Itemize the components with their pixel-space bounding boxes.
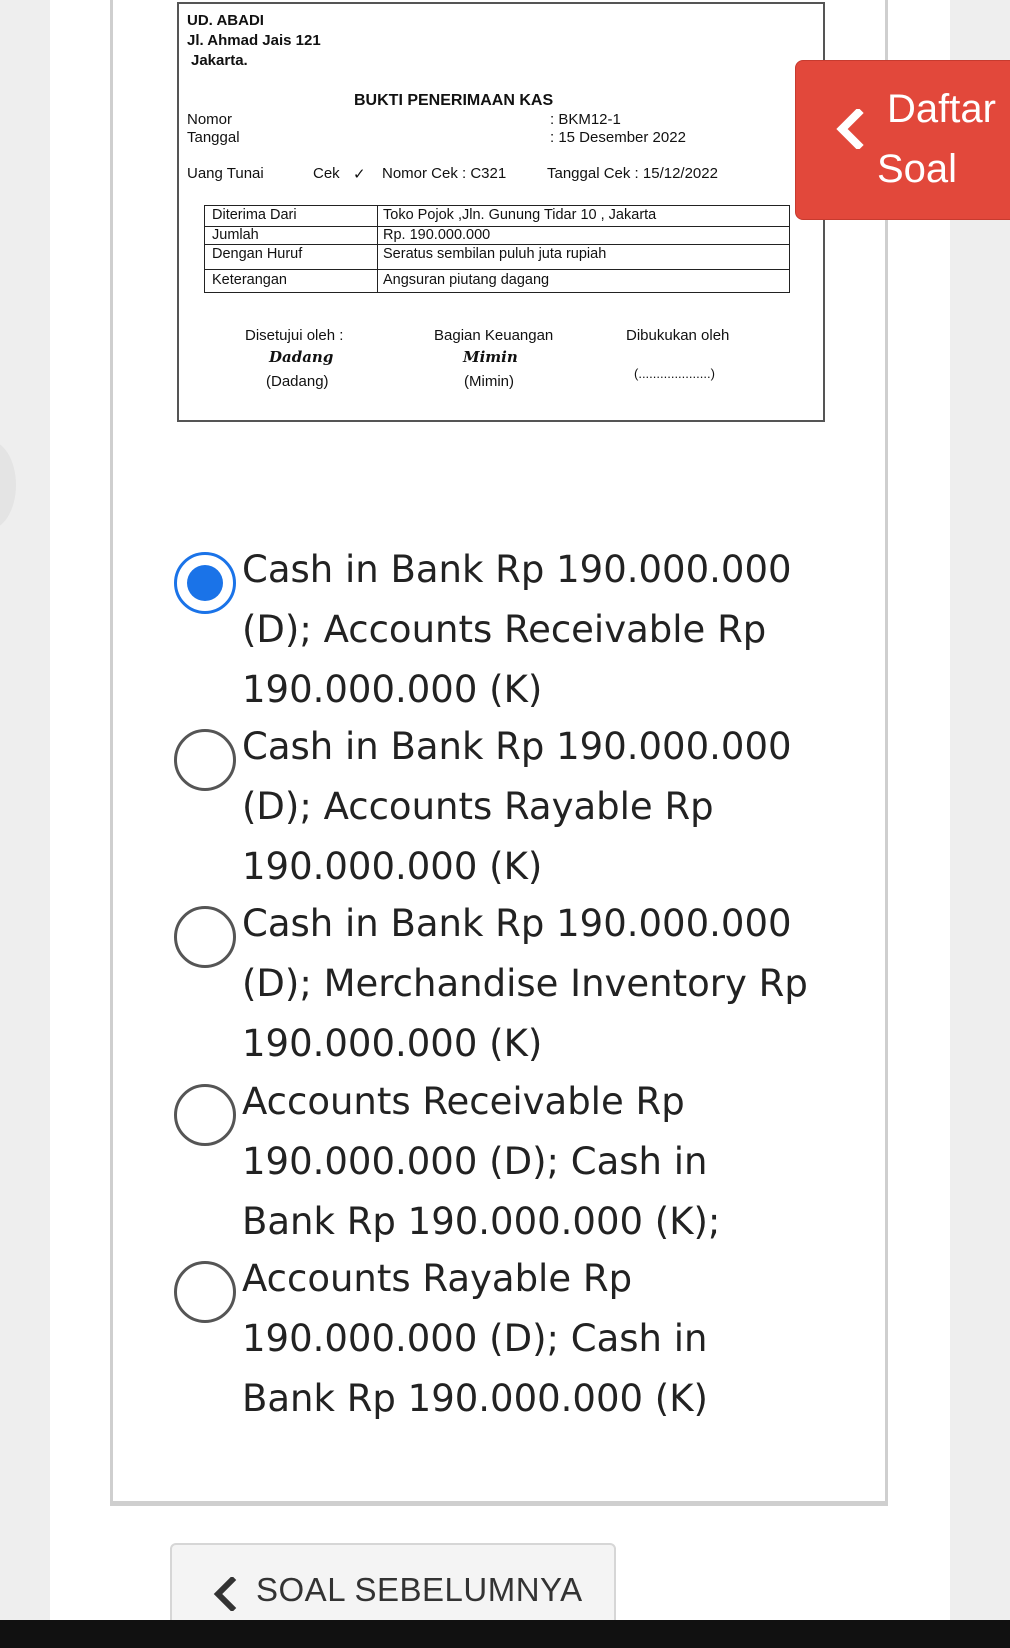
daftar-soal-label: Soal — [877, 147, 958, 191]
signature-mark: Mimin — [463, 348, 518, 366]
tanggal-value: : 15 Desember 2022 — [550, 129, 686, 146]
left-margin — [0, 0, 50, 1620]
chevron-left-icon — [834, 109, 866, 149]
signature-name: (Mimin) — [464, 373, 514, 390]
answer-option[interactable] — [170, 1257, 810, 1427]
left-edge-handle — [0, 440, 16, 530]
table-label: Diterima Dari — [212, 207, 297, 223]
answer-text: Cash in Bank Rp 190.000.000 (D); Accounts Receivable Rp 190.000.000 (K) — [242, 548, 792, 711]
company-address: Jl. Ahmad Jais 121 — [187, 32, 321, 49]
company-city: Jakarta. — [191, 52, 248, 69]
radio-button[interactable] — [174, 906, 236, 968]
table-label: Keterangan — [212, 272, 287, 288]
table-value: Rp. 190.000.000 — [383, 227, 491, 243]
table-value: Angsuran piutang dagang — [383, 272, 550, 288]
answer-text: Cash in Bank Rp 190.000.000 (D); Merchandise Inventory Rp 190.000.000 (K) — [242, 902, 808, 1065]
nomor-value: : BKM12-1 — [550, 111, 621, 128]
table-value: Toko Pojok ,Jln. Gunung Tidar 10 , Jakarta — [383, 207, 657, 223]
answer-text: Accounts Receivable Rp 190.000.000 (D); Cash in Bank Rp 190.000.000 (K); — [242, 1080, 721, 1243]
right-margin — [950, 0, 1010, 1620]
company-name: UD. ABADI — [187, 12, 264, 29]
nomor-cek: Nomor Cek : C321 — [382, 165, 507, 182]
radio-button-selected[interactable] — [174, 552, 236, 614]
daftar-soal-button[interactable] — [795, 60, 1010, 220]
signature-role: Bagian Keuangan — [434, 327, 554, 344]
answer-option[interactable] — [170, 1080, 810, 1250]
receipt-title: BUKTI PENERIMAAN KAS — [354, 92, 554, 109]
answer-option[interactable] — [170, 725, 810, 895]
previous-question-label: SOAL SEBELUMNYA — [256, 1571, 583, 1608]
cek-label: Cek — [313, 165, 340, 182]
tanggal-cek: Tanggal Cek : 15/12/2022 — [547, 165, 718, 182]
chevron-left-icon — [212, 1577, 238, 1611]
bottom-system-bar — [0, 1620, 1010, 1648]
answer-text: Accounts Rayable Rp 190.000.000 (D); Cash in Bank Rp 190.000.000 (K) — [242, 1257, 708, 1420]
receipt-document — [177, 2, 825, 422]
nomor-label: Nomor — [187, 111, 233, 128]
table-value: Seratus sembilan puluh juta rupiah — [383, 246, 607, 262]
radio-button[interactable] — [174, 1261, 236, 1323]
table-label: Dengan Huruf — [212, 246, 303, 262]
check-mark-icon: ✓ — [353, 166, 366, 183]
signature-role: Disetujui oleh : — [245, 327, 344, 344]
radio-button[interactable] — [174, 1084, 236, 1146]
answer-option[interactable] — [170, 902, 810, 1072]
tanggal-label: Tanggal — [187, 129, 240, 146]
signature-mark: Dadang — [269, 348, 334, 366]
answer-text: Cash in Bank Rp 190.000.000 (D); Accounts Rayable Rp 190.000.000 (K) — [242, 725, 792, 888]
receipt-table — [204, 205, 790, 293]
uang-tunai-label: Uang Tunai — [187, 165, 264, 182]
signature-role: Dibukukan oleh — [626, 327, 730, 344]
radio-button[interactable] — [174, 729, 236, 791]
signature-name: (....................) — [634, 366, 715, 381]
table-label: Jumlah — [212, 227, 259, 243]
daftar-soal-label: Daftar — [887, 87, 996, 131]
answer-option[interactable] — [170, 548, 810, 718]
signature-name: (Dadang) — [266, 373, 329, 390]
